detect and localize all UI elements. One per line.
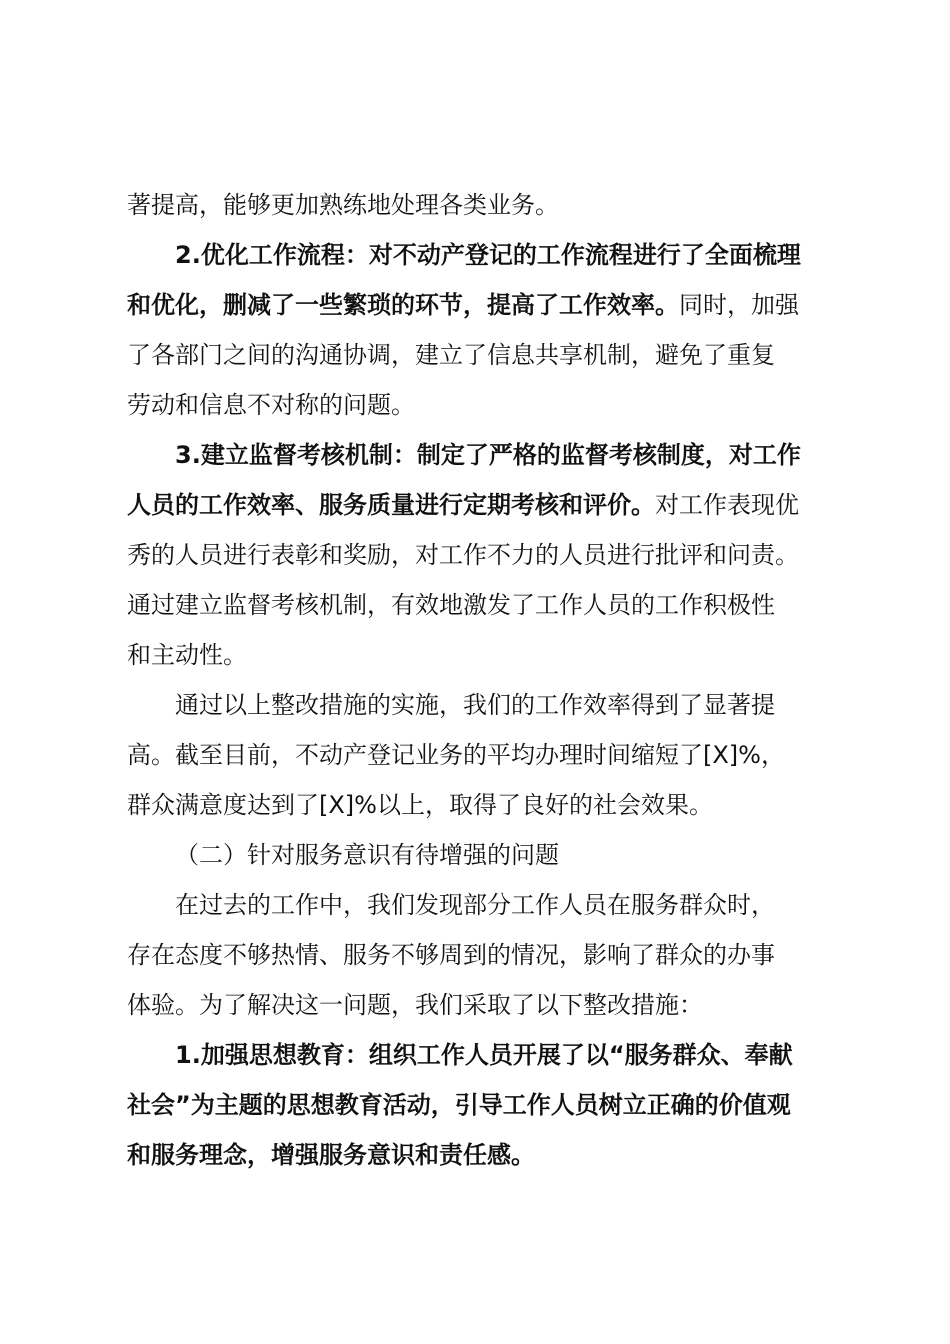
- line-bold-text: 2.优化工作流程：对不动产登记的工作流程进行了全面梳理: [175, 241, 801, 269]
- text-line: [127, 380, 415, 430]
- text-line: [175, 1030, 793, 1080]
- line-bold-text: 和优化，删减了一些繁琐的环节，提高了工作效率。: [127, 291, 679, 319]
- text-line: [127, 780, 713, 830]
- text-line: [127, 930, 775, 980]
- line-text: 群众满意度达到了[X]%以上，取得了良好的社会效果。: [127, 791, 713, 819]
- line-text: （二）针对服务意识有待增强的问题: [175, 841, 559, 869]
- section-heading: [175, 830, 559, 880]
- text-line: [127, 530, 799, 580]
- text-line: [175, 430, 801, 480]
- line-text: 劳动和信息不对称的问题。: [127, 391, 415, 419]
- line-text: 对工作表现优: [655, 491, 799, 519]
- text-line: [127, 730, 785, 780]
- line-text: 秀的人员进行表彰和奖励，对工作不力的人员进行批评和问责。: [127, 541, 799, 569]
- line-text: 存在态度不够热情、服务不够周到的情况，影响了群众的办事: [127, 941, 775, 969]
- text-line: [127, 980, 703, 1030]
- line-bold-text: 3.建立监督考核机制：制定了严格的监督考核制度，对工作: [175, 441, 801, 469]
- line-text: 在过去的工作中，我们发现部分工作人员在服务群众时，: [175, 891, 775, 919]
- text-line: [127, 580, 775, 630]
- line-text: 著提高，能够更加熟练地处理各类业务。: [127, 191, 559, 219]
- text-line: [127, 1130, 535, 1180]
- text-line: [127, 280, 799, 330]
- text-line: [127, 630, 247, 680]
- text-line: [175, 680, 775, 730]
- line-text: 高。截至目前，不动产登记业务的平均办理时间缩短了[X]%，: [127, 741, 785, 769]
- line-bold-text: 人员的工作效率、服务质量进行定期考核和评价。: [127, 491, 655, 519]
- line-text: 了各部门之间的沟通协调，建立了信息共享机制，避免了重复: [127, 341, 775, 369]
- line-bold-text: 社会”为主题的思想教育活动，引导工作人员树立正确的价值观: [127, 1091, 791, 1119]
- line-text: 体验。为了解决这一问题，我们采取了以下整改措施：: [127, 991, 703, 1019]
- text-line: [127, 480, 799, 530]
- line-text: 通过以上整改措施的实施，我们的工作效率得到了显著提: [175, 691, 775, 719]
- text-line: [127, 1080, 791, 1130]
- line-bold-text: 1.加强思想教育：组织工作人员开展了以“服务群众、奉献: [175, 1041, 793, 1069]
- text-line: [175, 880, 775, 930]
- line-text: 同时，加强: [679, 291, 799, 319]
- text-line: [175, 230, 801, 280]
- text-line: [127, 180, 559, 230]
- line-bold-text: 和服务理念，增强服务意识和责任感。: [127, 1141, 535, 1169]
- line-text: 和主动性。: [127, 641, 247, 669]
- text-line: [127, 330, 775, 380]
- line-text: 通过建立监督考核机制，有效地激发了工作人员的工作积极性: [127, 591, 775, 619]
